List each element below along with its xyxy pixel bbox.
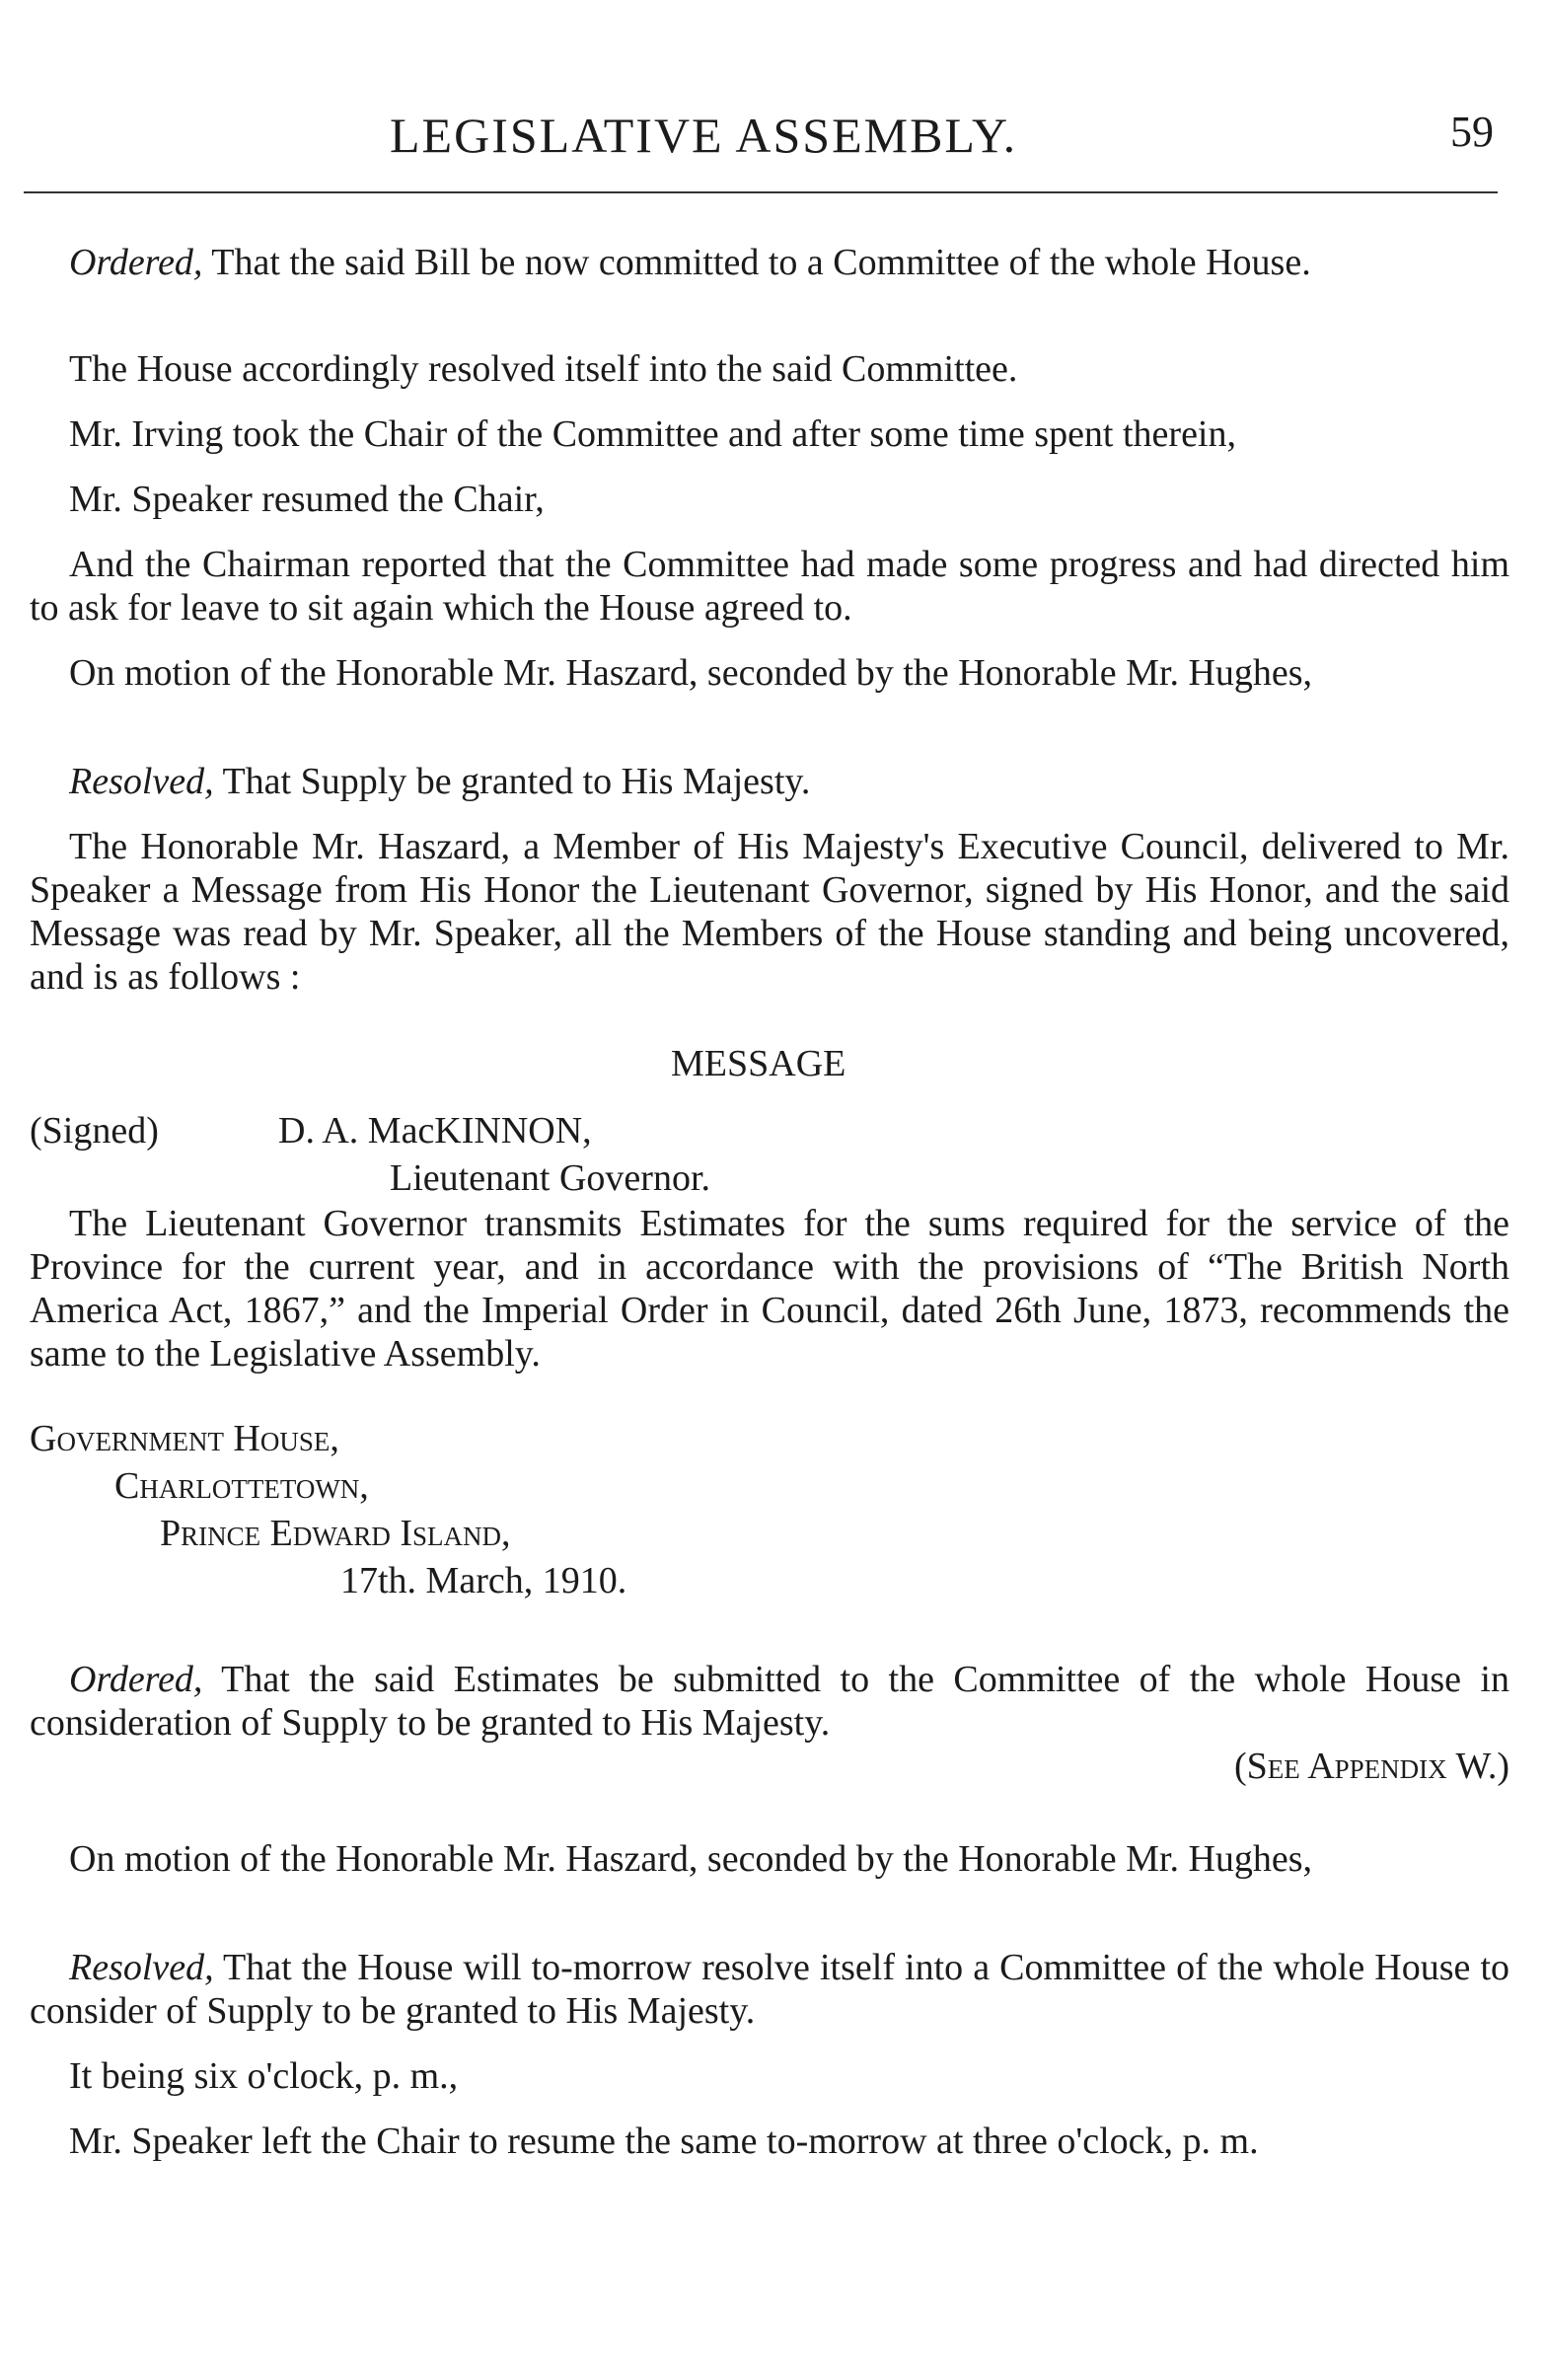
address-line-1: Government House,: [30, 1418, 339, 1459]
paragraph-message-delivered: The Honorable Mr. Haszard, a Member of His Majesty's Executive Council, delivered to Mr. Speaker a Message from His Honor the Lieutenant Governor, signed by His Honor, and the said Message was read by Mr. Speaker, all the Members of the House standing and being uncovered, and is as follows :: [30, 826, 1509, 998]
paragraph-house-resolved: The House accordingly resolved itself into the said Committee.: [69, 348, 1018, 390]
appendix-reference: (See Appendix W.): [1234, 1746, 1509, 1787]
message-heading: MESSAGE: [671, 1043, 846, 1084]
signed-label: (Signed): [30, 1110, 159, 1152]
address-line-2: Charlottetown,: [114, 1465, 369, 1507]
paragraph-text: That the said Bill be now committed to a Committee of the whole House.: [202, 242, 1311, 283]
paragraph-irving-chair: Mr. Irving took the Chair of the Committee and after some time spent therein,: [69, 413, 1236, 455]
paragraph-six-oclock: It being six o'clock, p. m.,: [69, 2055, 459, 2097]
paragraph-resolved-committee: [30, 1946, 1509, 2033]
header-rule: [24, 191, 1498, 193]
paragraph-ordered-committed: [30, 241, 1509, 284]
paragraph-text: That the said Estimates be submitted to the Committee of the whole House in consideration of Supply to be granted to His Majesty.: [30, 1659, 1509, 1744]
address-line-3: Prince Edward Island,: [160, 1513, 511, 1554]
message-body: The Lieutenant Governor transmits Estimates for the sums required for the service of the Province for the current year, and in accordance with the provisions of “The British North America Act, 1867,” and the Imperial Order in Council, dated 26th June, 1873, recommends the same to the Legislative Assembly.: [30, 1203, 1509, 1375]
paragraph-ordered-estimates: [30, 1658, 1509, 1745]
signer-name: D. A. MacKINNON,: [278, 1110, 592, 1152]
paragraph-lead: Ordered,: [69, 242, 203, 283]
signer-title: Lieutenant Governor.: [390, 1157, 711, 1199]
paragraph-speaker-left: Mr. Speaker left the Chair to resume the same to-morrow at three o'clock, p. m.: [69, 2120, 1259, 2162]
paragraph-chairman-reported: And the Chairman reported that the Committee had made some progress and had directed him to ask for leave to sit again which the House agreed to.: [30, 544, 1509, 629]
paragraph-text: That the House will to-morrow resolve itself into a Committee of the whole House to consider of Supply to be granted to His Majesty.: [30, 1947, 1509, 2032]
paragraph-motion-1: On motion of the Honorable Mr. Haszard, seconded by the Honorable Mr. Hughes,: [69, 652, 1313, 694]
paragraph-speaker-resumed: Mr. Speaker resumed the Chair,: [69, 479, 545, 520]
paragraph-lead: Resolved,: [69, 761, 214, 802]
paragraph-resolved-supply: [30, 760, 1509, 803]
paragraph-lead: Ordered,: [69, 1659, 203, 1700]
paragraph-text: That Supply be granted to His Majesty.: [213, 761, 811, 802]
paragraph-lead: Resolved,: [69, 1947, 214, 1988]
running-header-title: LEGISLATIVE ASSEMBLY.: [390, 108, 1018, 163]
paragraph-motion-2: On motion of the Honorable Mr. Haszard, seconded by the Honorable Mr. Hughes,: [69, 1838, 1313, 1880]
address-date: 17th. March, 1910.: [340, 1560, 627, 1601]
page-number: 59: [1450, 108, 1494, 156]
